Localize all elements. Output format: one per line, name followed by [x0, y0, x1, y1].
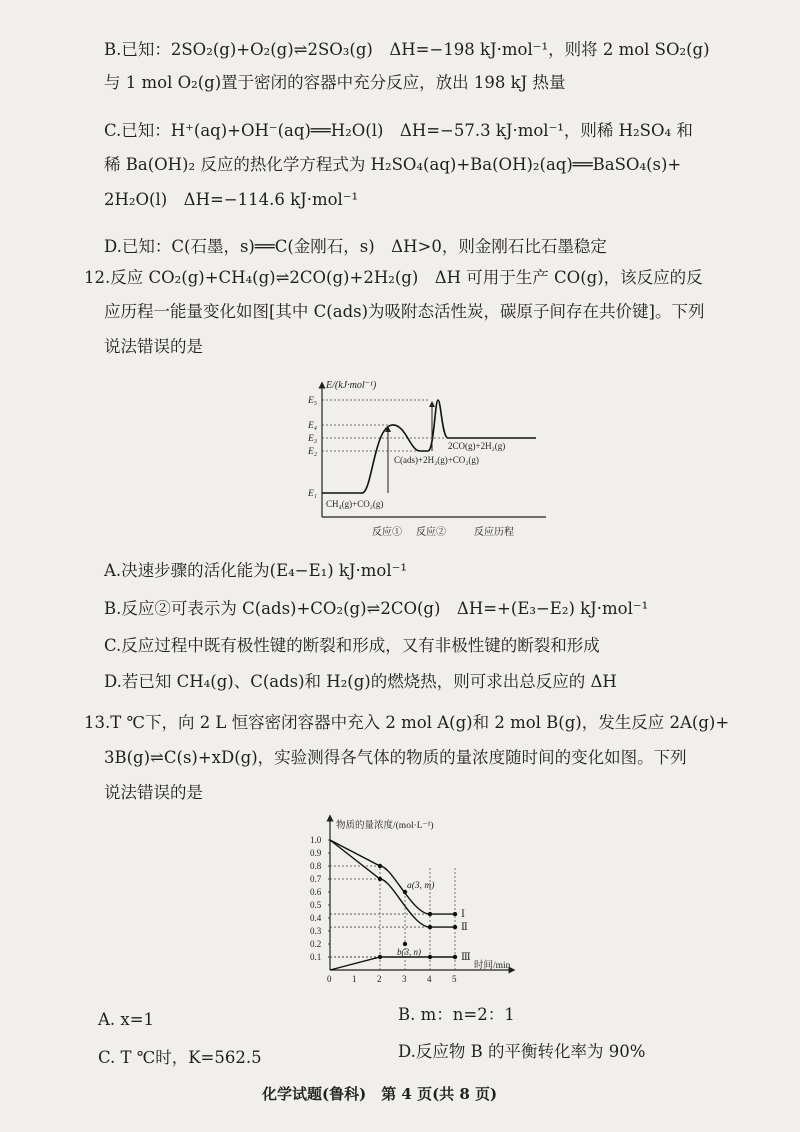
data-point	[428, 925, 432, 929]
q11-option-d: D.已知：C(石墨，s)══C(金刚石，s) ΔH>0，则金刚石比石墨稳定	[104, 237, 607, 256]
conc-x-axis-label: 时间/min	[474, 961, 511, 971]
y-tick-label: 0.8	[310, 861, 322, 871]
y-tick-label: 0.3	[310, 926, 322, 936]
energy-profile-figure	[296, 375, 556, 545]
level-e4: E₄	[308, 421, 318, 431]
point-b-label: b(3, n)	[397, 947, 421, 957]
y-tick-label: 0.9	[310, 848, 322, 858]
conc-y-axis-label: 物质的量浓度/(mol·L⁻¹)	[336, 821, 434, 831]
series-label-3: Ⅲ	[461, 952, 471, 963]
x-label-step2: 反应②	[416, 527, 446, 538]
q11-option-b-line1: B.已知：2SO₂(g)+O₂(g)⇌2SO₃(g) ΔH=−198 kJ·mol⁻¹，则将 2 mol SO₂(g)	[104, 40, 710, 59]
data-point	[428, 912, 432, 916]
data-point	[453, 955, 457, 959]
y-tick-label: 0.5	[310, 900, 322, 910]
q11-option-c-line2: 稀 Ba(OH)₂ 反应的热化学方程式为 H₂SO₄(aq)+Ba(OH)₂(aq)══BaSO₄(s)+	[104, 155, 682, 174]
concentration-chart	[306, 812, 540, 984]
series-line-1	[330, 840, 455, 914]
point-a-label: a(3, m)	[407, 881, 435, 891]
data-point	[378, 877, 382, 881]
reactants-label: CH₄(g)+CO₂(g)	[326, 499, 384, 509]
level-e5: E₅	[308, 396, 318, 406]
q12-option-c: C.反应过程中既有极性键的断裂和形成，又有非极性键的断裂和形成	[104, 636, 600, 655]
q13-stem-line1: 13.T ℃下，向 2 L 恒容密闭容器中充入 2 mol A(g)和 2 mol B(g)，发生反应 2A(g)+	[84, 713, 730, 732]
y-tick-label: 1.0	[310, 835, 322, 845]
y-tick-label: 0.2	[310, 939, 322, 949]
q13-stem-line3: 说法错误的是	[104, 783, 203, 802]
q13-option-a: A. x=1	[98, 1010, 155, 1029]
q11-option-b-line2: 与 1 mol O₂(g)置于密闭的容器中充分反应，放出 198 kJ 热量	[104, 73, 566, 92]
y-tick-label: 0.1	[310, 952, 322, 962]
q12-stem-line3: 说法错误的是	[104, 337, 203, 356]
q13-option-c: C. T ℃时，K=562.5	[98, 1048, 262, 1067]
series-label-1: Ⅰ	[461, 909, 465, 921]
page-footer: 化学试题(鲁科) 第 4 页(共 8 页)	[262, 1085, 498, 1103]
y-tick-label: 0.6	[310, 887, 322, 897]
q12-stem-line1: 12.反应 CO₂(g)+CH₄(g)⇌2CO(g)+2H₂(g) ΔH 可用于生产 CO(g)，该反应的反	[84, 268, 703, 287]
x-tick-label: 5	[452, 974, 457, 984]
energy-x-axis-label: 反应历程	[474, 527, 514, 538]
intermediate-label: C(ads)+2H₂(g)+CO₂(g)	[394, 455, 479, 465]
q12-option-d: D.若已知 CH₄(g)、C(ads)和 H₂(g)的燃烧热，则可求出总反应的 ΔH	[104, 672, 617, 691]
series-label-2: Ⅱ	[461, 922, 468, 934]
data-point	[453, 925, 457, 929]
x-tick-label: 1	[352, 974, 357, 984]
point-b	[403, 942, 407, 946]
q12-option-b: B.反应②可表示为 C(ads)+CO₂(g)⇌2CO(g) ΔH=+(E₃−E₂) kJ·mol⁻¹	[104, 599, 649, 618]
q12-stem-line2: 应历程一能量变化如图[其中 C(ads)为吸附态活性炭，碳原子间存在共价键]。下列	[104, 302, 705, 321]
data-point	[378, 955, 382, 959]
q11-option-c-line1: C.已知：H⁺(aq)+OH⁻(aq)══H₂O(l) ΔH=−57.3 kJ·mol⁻¹，则稀 H₂SO₄ 和	[104, 121, 693, 140]
q12-option-a: A.决速步骤的活化能为(E₄−E₁) kJ·mol⁻¹	[104, 561, 407, 580]
level-e2: E₂	[308, 447, 318, 457]
x-tick-label: 2	[377, 974, 382, 984]
level-e1: E₁	[308, 489, 318, 499]
y-tick-label: 0.7	[310, 874, 322, 884]
energy-y-axis-label: E/(kJ·mol⁻¹)	[326, 380, 377, 391]
q13-option-b: B. m：n=2：1	[398, 1005, 515, 1024]
x-tick-label: 3	[402, 974, 407, 984]
level-e3: E₃	[308, 434, 318, 444]
q13-stem-line2: 3B(g)⇌C(s)+xD(g)，实验测得各气体的物质的量浓度随时间的变化如图。下列	[104, 748, 687, 767]
products-label: 2CO(g)+2H₂(g)	[448, 441, 506, 451]
data-point	[428, 955, 432, 959]
x-label-step1: 反应①	[372, 527, 402, 538]
series-line-3	[330, 957, 455, 970]
q13-option-d: D.反应物 B 的平衡转化率为 90%	[398, 1042, 646, 1061]
x-tick-label: 4	[427, 974, 432, 984]
data-point	[378, 864, 382, 868]
q11-option-c-line3: 2H₂O(l) ΔH=−114.6 kJ·mol⁻¹	[104, 190, 359, 209]
x-tick-label: 0	[327, 974, 332, 984]
y-tick-label: 0.4	[310, 913, 322, 923]
data-point	[453, 912, 457, 916]
